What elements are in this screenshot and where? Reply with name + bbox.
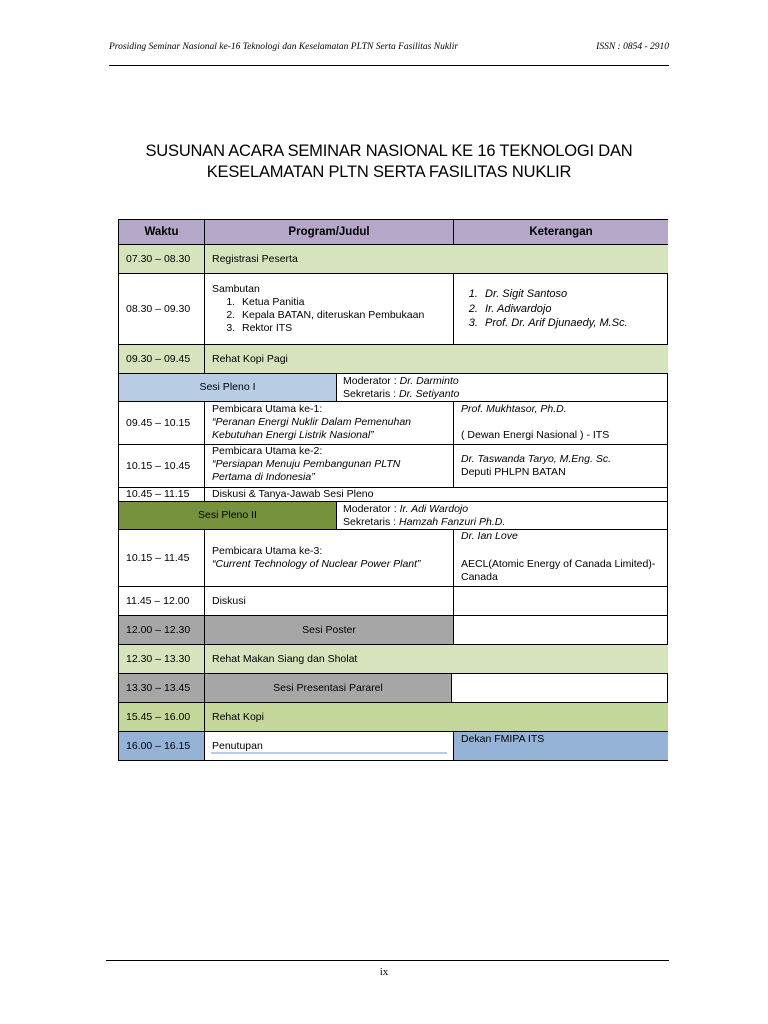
sekretaris-name: Hamzah Fanzuri Ph.D. [399, 515, 506, 528]
time-text: 15.45 – 16.00 [126, 710, 191, 723]
program-title: Pembicara Utama ke-3: [212, 545, 323, 557]
program-text: Diskusi [212, 594, 246, 607]
row-paralel-time [119, 674, 205, 703]
row-penutupan-time [119, 732, 205, 760]
row-pembicara-3-notes [454, 530, 668, 587]
speaker-name: Prof. Mukhtasor, Ph.D. [461, 403, 567, 415]
speaker-affiliation: ( Dewan Energi Nasional ) - ITS [461, 429, 610, 441]
sekretaris-label: Sekretaris : [343, 387, 400, 400]
sesi-pleno-1-officials [337, 374, 668, 402]
row-penutupan-program [205, 732, 454, 760]
moderator-line [343, 503, 661, 516]
list-item: 3. Rektor ITS [238, 322, 446, 335]
schedule-table [118, 219, 668, 761]
row-sambutan-time [119, 274, 205, 345]
program-text: Rehat Kopi Pagi [212, 352, 288, 365]
footer-rule [106, 960, 669, 961]
time-text: 08.30 – 09.30 [126, 302, 191, 315]
running-header [109, 42, 669, 56]
program-subtitle: “Peranan Energi Nuklir Dalam Pemenuhan [212, 416, 412, 428]
row-sambutan-notes [454, 274, 668, 345]
row-diskusi-notes [454, 587, 668, 616]
header-program-text: Program/Judul [288, 225, 370, 238]
note-text: Dekan FMIPA ITS [461, 733, 545, 745]
time-text: 13.30 – 13.45 [126, 681, 191, 694]
list-item: 3. Prof. Dr. Arif Djunaedy, M.Sc. [481, 316, 661, 331]
page-title-line-2: KESELAMATAN PLTN SERTA FASILITAS NUKLIR [206, 163, 572, 181]
header-program [205, 220, 454, 245]
header-waktu-text: Waktu [144, 225, 179, 238]
speaker-affiliation: Deputi PHLPN BATAN [461, 466, 566, 478]
time-text: 11.45 – 12.00 [126, 594, 190, 607]
sesi-pleno-2-label [119, 502, 337, 530]
program-subtitle: Kebutuhan Energi Listrik Nasional” [212, 429, 374, 441]
sekretaris-line [343, 388, 661, 401]
time-text: 09.45 – 10.15 [126, 416, 191, 429]
program-subtitle: “Persiapan Menuju Pembangunan PLTN [212, 458, 401, 470]
time-text: 10.15 – 10.45 [126, 459, 191, 472]
sesi-pleno-2-officials [337, 502, 668, 530]
row-rehat-kopi-time [119, 703, 205, 732]
row-poster-notes [454, 616, 668, 645]
program-text: Rehat Kopi [212, 710, 264, 723]
program-text: Sesi Poster [302, 623, 356, 636]
program-title: Pembicara Utama ke-2: [212, 445, 323, 457]
row-pembicara-3-time [119, 530, 205, 587]
running-header-title: Prosiding Seminar Nasional ke-16 Teknologi dan Keselamatan PLTN Serta Fasilitas Nuklir [109, 42, 459, 52]
sesi-pleno-1-label [119, 374, 337, 402]
row-rehat-kopi-program [205, 703, 668, 732]
row-rehat-pagi-time [119, 345, 205, 374]
moderator-label: Moderator : [343, 374, 400, 387]
program-text: Penutupan [212, 739, 263, 752]
row-poster-program [205, 616, 454, 645]
row-diskusi-time [119, 587, 205, 616]
row-pembicara-2-program [205, 445, 454, 488]
header-rule [109, 65, 669, 66]
moderator-name: Dr. Darminto [399, 374, 459, 387]
row-pembicara-1-notes [454, 402, 668, 445]
sekretaris-name: Dr. Setiyanto [399, 387, 460, 400]
time-text: 07.30 – 08.30 [126, 252, 191, 265]
row-pembicara-1-time [119, 402, 205, 445]
sambutan-list [212, 296, 446, 335]
page-number: ix [379, 966, 389, 978]
list-item: 2. Kepala BATAN, diteruskan Pembukaan [238, 309, 446, 322]
program-title: Pembicara Utama ke-1: [212, 403, 323, 415]
time-text: 12.00 – 12.30 [126, 623, 191, 636]
speaker-name: Dr. Ian Love [461, 530, 518, 542]
program-text: Diskusi & Tanya-Jawab Sesi Pleno [212, 488, 374, 500]
program-title: Sambutan [212, 283, 260, 295]
program-text: Registrasi Peserta [212, 252, 298, 265]
row-rehat-pagi-program [205, 345, 668, 374]
header-waktu [119, 220, 205, 245]
row-registrasi-program [205, 245, 668, 274]
speaker-affiliation-country: Canada [461, 571, 498, 583]
row-diskusi-program [205, 587, 454, 616]
speaker-affiliation: AECL(Atomic Energy of Canada Limited)- [461, 558, 656, 570]
moderator-label: Moderator : [343, 502, 400, 515]
row-pembicara-2-time [119, 445, 205, 488]
row-penutupan-notes [454, 732, 668, 760]
time-text: 12.30 – 13.30 [126, 652, 191, 665]
row-pembicara-2-notes [454, 445, 668, 488]
session-text: Sesi Pleno I [199, 381, 256, 393]
row-pembicara-3-program [205, 530, 454, 587]
program-subtitle: “Current Technology of Nuclear Power Plant” [212, 558, 421, 570]
row-makan-siang-time [119, 645, 205, 674]
row-diskusi-pleno-program [205, 488, 668, 502]
header-keterangan-text: Keterangan [529, 225, 593, 238]
program-text: Rehat Makan Siang dan Sholat [212, 652, 358, 665]
list-item: 1. Ketua Panitia [238, 296, 446, 309]
row-paralel-program [205, 674, 452, 703]
sekretaris-line [343, 516, 661, 529]
list-item: 2. Ir. Adiwardojo [481, 302, 661, 317]
row-pembicara-1-program [205, 402, 454, 445]
row-registrasi-time [119, 245, 205, 274]
time-text: 16.00 – 16.15 [126, 739, 191, 752]
page-title [109, 141, 669, 183]
row-diskusi-pleno-time [119, 488, 205, 502]
penutupan-underline [211, 752, 447, 754]
list-item: 1. Dr. Sigit Santoso [481, 287, 661, 302]
speaker-list [461, 287, 661, 331]
row-sambutan-program [205, 274, 454, 345]
time-text: 10.45 – 11.15 [126, 488, 190, 500]
moderator-line [343, 375, 661, 388]
page-title-line-1: SUSUNAN ACARA SEMINAR NASIONAL KE 16 TEKNOLOGI DAN [145, 142, 633, 160]
time-text: 10.15 – 11.45 [126, 551, 190, 564]
time-text: 09.30 – 09.45 [126, 352, 191, 365]
running-header-issn: ISSN : 0854 - 2910 [596, 42, 669, 52]
row-poster-time [119, 616, 205, 645]
moderator-name: Ir. Adi Wardojo [399, 502, 469, 515]
row-paralel-notes [452, 674, 668, 703]
session-text: Sesi Pleno II [198, 509, 257, 521]
program-subtitle: Pertama di Indonesia” [212, 471, 315, 483]
sekretaris-label: Sekretaris : [343, 515, 400, 528]
speaker-name: Dr. Taswanda Taryo, M.Eng. Sc. [461, 453, 611, 465]
program-text: Sesi Presentasi Pararel [273, 681, 383, 694]
header-keterangan [454, 220, 668, 245]
row-makan-siang-program [205, 645, 668, 674]
